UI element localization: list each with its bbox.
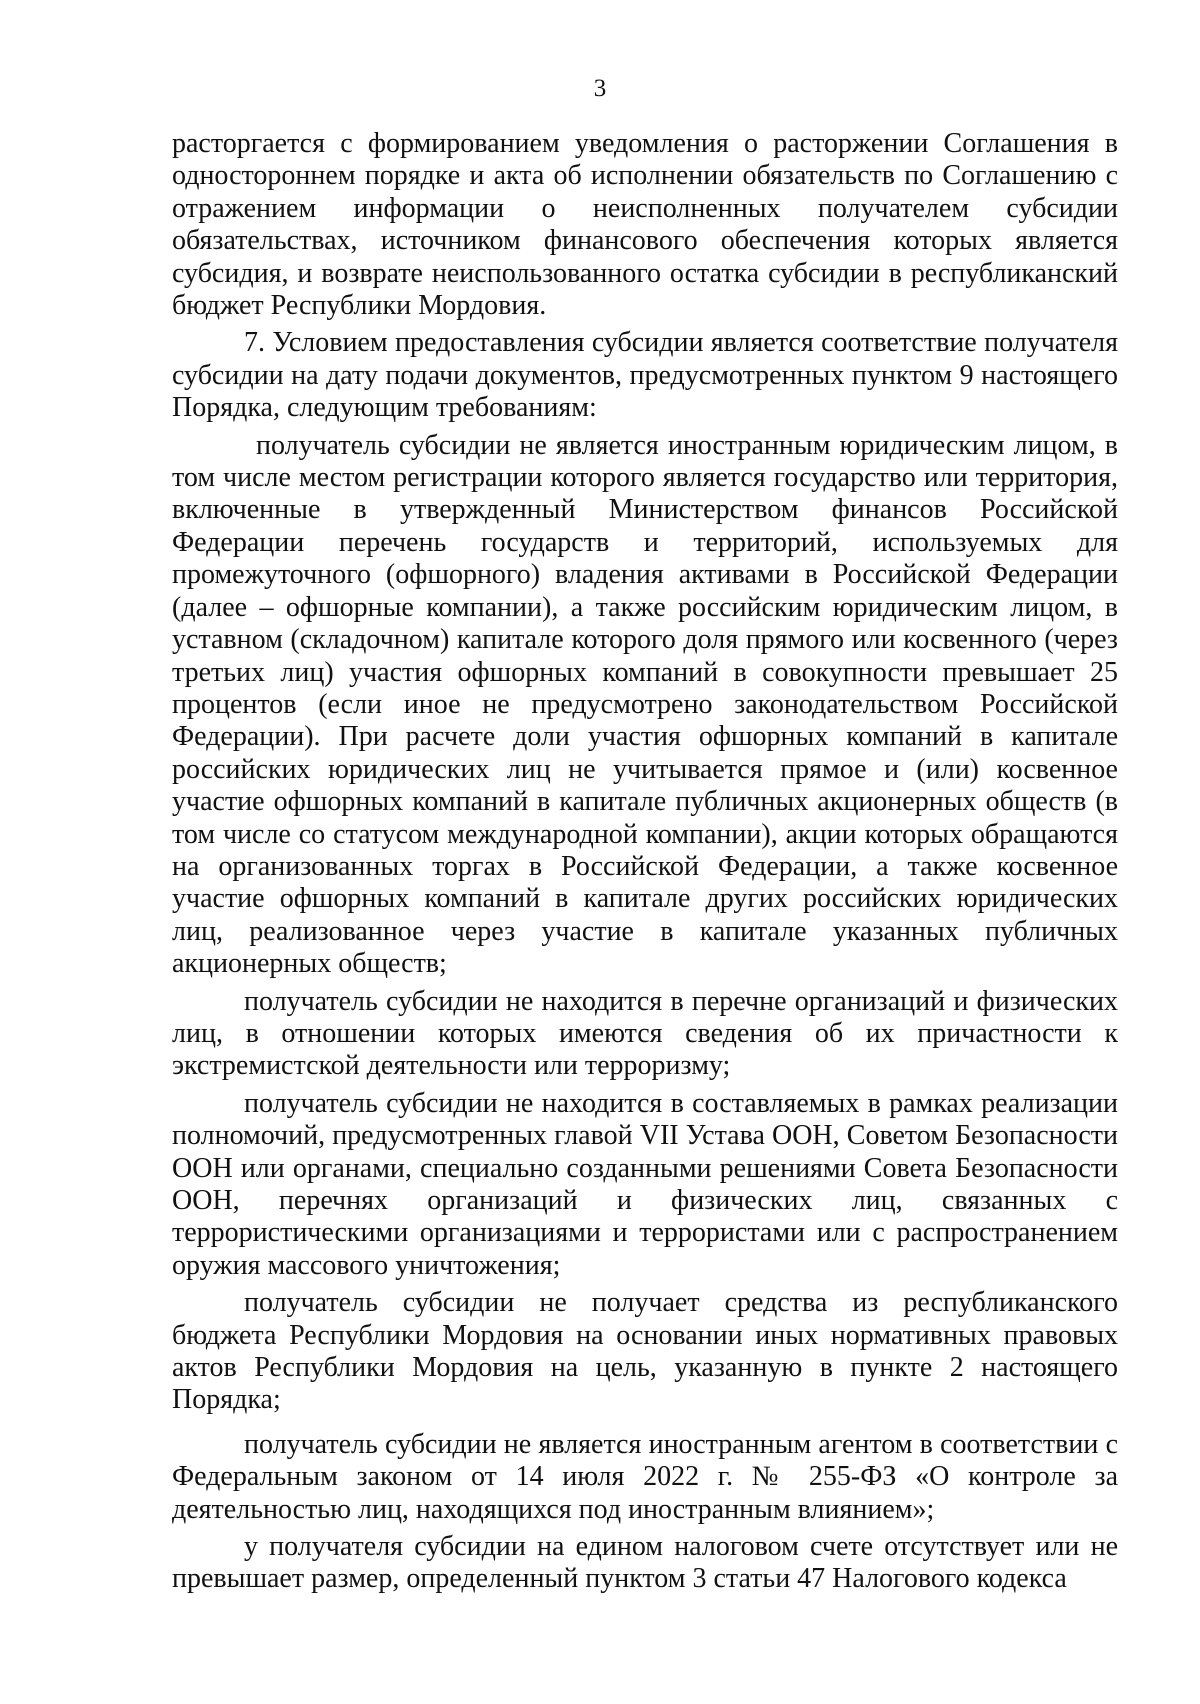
paragraph-requirement-extremism: получатель субсидии не находится в перечне организаций и физических лиц, в отношении которых имеются сведения об их причастности к экстремистской деятельности или терроризму; xyxy=(172,985,1118,1082)
page-number: 3 xyxy=(593,75,607,102)
paragraph-item-7: 7. Условием предоставления субсидии является соответствие получателя субсидии на дату подачи документов, предусмотренных пунктом 9 настоящего Порядка, следующим требованиям: xyxy=(172,327,1118,424)
paragraph-requirement-foreign-agent: получатель субсидии не является иностранным агентом в соответствии с Федеральным законом от 14 июля 2022 г. № 255-ФЗ «О контроле за деятельностью лиц, находящихся под иностранным влиянием»; xyxy=(172,1428,1118,1525)
paragraph-requirement-tax: у получателя субсидии на едином налоговом счете отсутствует или не превышает размер, определенный пунктом 3 статьи 47 Налогового кодекса xyxy=(172,1531,1118,1595)
paragraph-requirement-offshore: получатель субсидии не является иностранным юридическим лицом, в том числе местом регистрации которого является государство или территория, включенные в утвержденный Министерством финансов Российской Федерации перечень государств и территорий, используемых для промежуточного (офшорного) владения активами в Российской Федерации (далее – офшорные компании), а также российским юридическим лицом, в уставном (складочном) капитале которого доля прямого или косвенного (через третьих лиц) участия офшорных компаний в совокупности превышает 25 процентов (если иное не предусмотрено законодательством Российской Федерации). При расчете доли участия офшорных компаний в капитале российских юридических лиц не учитывается прямое и (или) косвенное участие офшорных компаний в капитале публичных акционерных обществ (в том числе со статусом международной компании), акции которых обращаются на организованных торгах в Российской Федерации, а также косвенное участие офшорных компаний в капитале других российских юридических лиц, реализованное через участие в капитале указанных публичных акционерных обществ; xyxy=(172,429,1118,980)
paragraph-continuation: расторгается с формированием уведомления о расторжении Соглашения в одностороннем порядке и акта об исполнении обязательств по Соглашению с отражением информации о неисполненных получателем субсидии обязательствах, источником финансового обеспечения которых является субсидия, и возврате неиспользованного остатка субсидии в республиканский бюджет Республики Мордовия. xyxy=(172,128,1118,322)
paragraph-requirement-un-lists: получатель субсидии не находится в составляемых в рамках реализации полномочий, предусмотренных главой VII Устава ООН, Советом Безопасности ООН или органами, специально созданными решениями Совета Безопасности ООН, перечнях организаций и физических лиц, связанных с террористическими организациями и террористами или с распространением оружия массового уничтожения; xyxy=(172,1087,1118,1281)
paragraph-requirement-other-funds: получатель субсидии не получает средства из республиканского бюджета Республики Мордовия на основании иных нормативных правовых актов Республики Мордовия на цель, указанную в пункте 2 настоящего Порядка; xyxy=(172,1287,1118,1416)
document-body xyxy=(172,128,1118,1596)
